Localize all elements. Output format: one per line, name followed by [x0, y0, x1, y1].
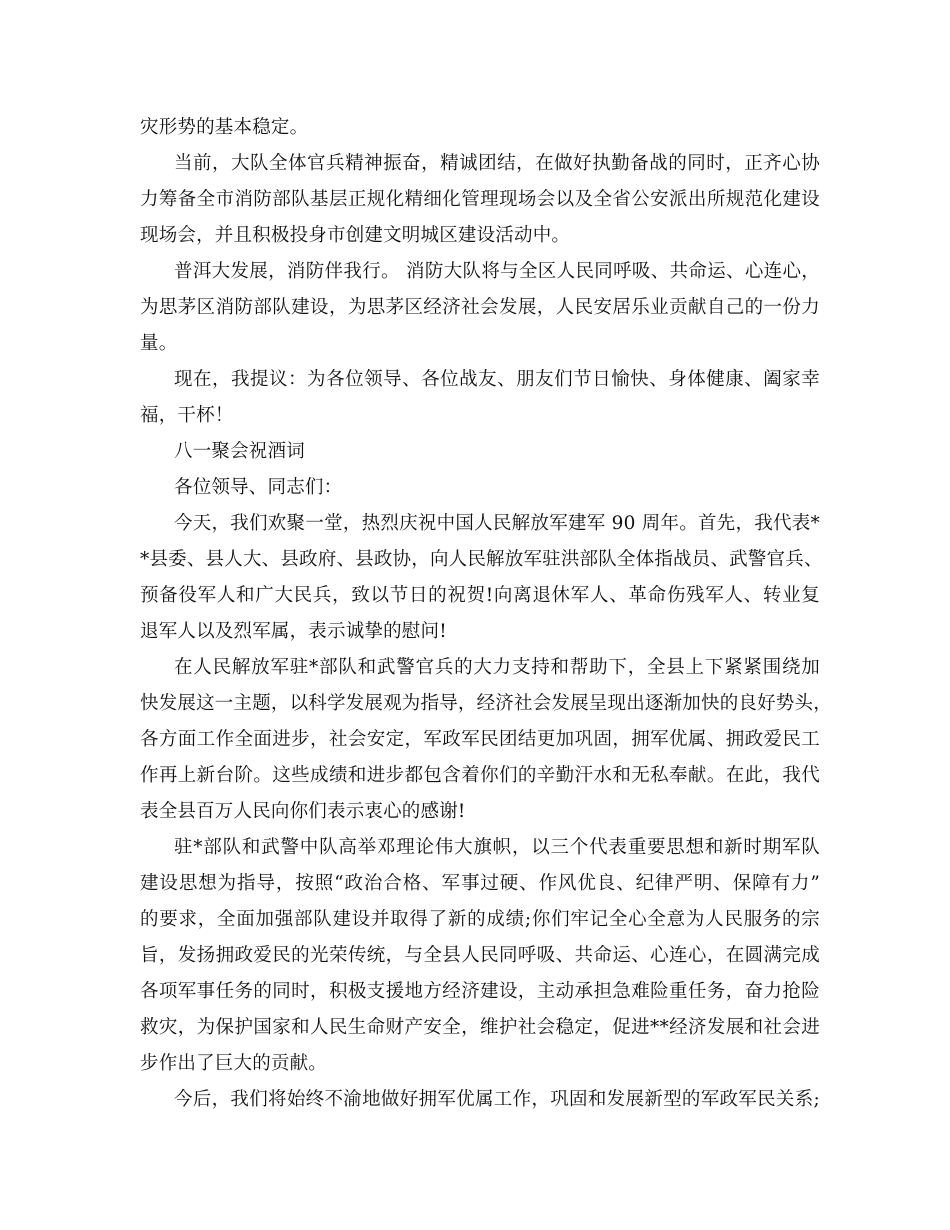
paragraph	[140, 506, 823, 650]
text-line: 预备役军人和广大民兵，致以节日的祝贺!向离退休军人、革命伤残军人、转业复	[140, 585, 820, 606]
text-line: 今天，我们欢聚一堂，热烈庆祝中国人民解放军建军 90 周年。首先，我代表*	[174, 513, 820, 534]
text-line: 快发展这一主题，以科学发展观为指导，经济社会发展呈现出逐渐加快的良好势头，	[140, 693, 832, 714]
paragraph	[140, 362, 820, 434]
text-line: 现场会，并且积极投身市创建文明城区建设活动中。	[140, 225, 571, 246]
paragraph	[140, 1082, 820, 1118]
paragraph	[140, 650, 832, 830]
paragraph	[140, 254, 820, 362]
paragraph	[140, 110, 820, 146]
section-heading	[140, 434, 820, 470]
text-line: 现在，我提议：为各位领导、各位战友、朋友们节日愉快、身体健康、阖家幸	[174, 369, 820, 390]
document-page	[140, 110, 832, 1118]
text-line: *县委、县人大、县政府、县政协，向人民解放军驻洪部队全体指战员、武警官兵、	[140, 549, 823, 570]
text-line: 今后，我们将始终不渝地做好拥军优属工作，巩固和发展新型的军政军民关系;	[174, 1089, 820, 1110]
text-line: 各位领导、同志们：	[174, 477, 343, 498]
text-line: 各方面工作全面进步，社会安定，军政军民团结更加巩固，拥军优属、拥政爱民工	[140, 729, 820, 750]
text-line: 在人民解放军驻*部队和武警官兵的大力支持和帮助下，全县上下紧紧围绕加	[174, 657, 820, 678]
text-line: 作再上新台阶。这些成绩和进步都包含着你们的辛勤汗水和无私奉献。在此，我代	[140, 765, 820, 786]
text-line: 为思茅区消防部队建设，为思茅区经济社会发展，人民安居乐业贡献自己的一份力	[140, 297, 820, 318]
text-line: 灾形势的基本稳定。	[140, 117, 309, 138]
text-line: 量。	[140, 333, 178, 354]
text-line: 力筹备全市消防部队基层正规化精细化管理现场会以及全省公安派出所规范化建设	[140, 189, 820, 210]
text-line: 的要求，全面加强部队建设并取得了新的成绩;你们牢记全心全意为人民服务的宗	[140, 909, 820, 930]
paragraph	[140, 146, 820, 254]
text-line: 救灾，为保护国家和人民生命财产安全，维护社会稳定，促进**经济发展和社会进	[140, 1017, 820, 1038]
text-line: 退军人以及烈军属，表示诚挚的慰问!	[140, 621, 447, 642]
text-line: 步作出了巨大的贡献。	[140, 1053, 328, 1074]
text-line: 驻*部队和武警中队高举邓理论伟大旗帜，以三个代表重要思想和新时期军队	[174, 837, 820, 858]
text-line: 普洱大发展，消防伴我行。 消防大队将与全区人民同呼吸、共命运、心连心，	[174, 261, 820, 282]
text-line: 旨，发扬拥政爱民的光荣传统，与全县人民同呼吸、共命运、心连心，在圆满完成	[140, 945, 820, 966]
text-line: 当前，大队全体官兵精神振奋，精诚团结，在做好执勤备战的同时，正齐心协	[174, 153, 820, 174]
text-line: 福，干杯！	[140, 405, 234, 426]
salutation	[140, 470, 820, 506]
text-line: 八一聚会祝酒词	[174, 441, 305, 462]
paragraph	[140, 830, 820, 1082]
text-line: 各项军事任务的同时，积极支援地方经济建设，主动承担急难险重任务，奋力抢险	[140, 981, 820, 1002]
text-line: 表全县百万人民向你们表示衷心的感谢!	[140, 801, 466, 822]
text-line: 建设思想为指导，按照“政治合格、军事过硬、作风优良、纪律严明、保障有力”	[140, 873, 820, 894]
